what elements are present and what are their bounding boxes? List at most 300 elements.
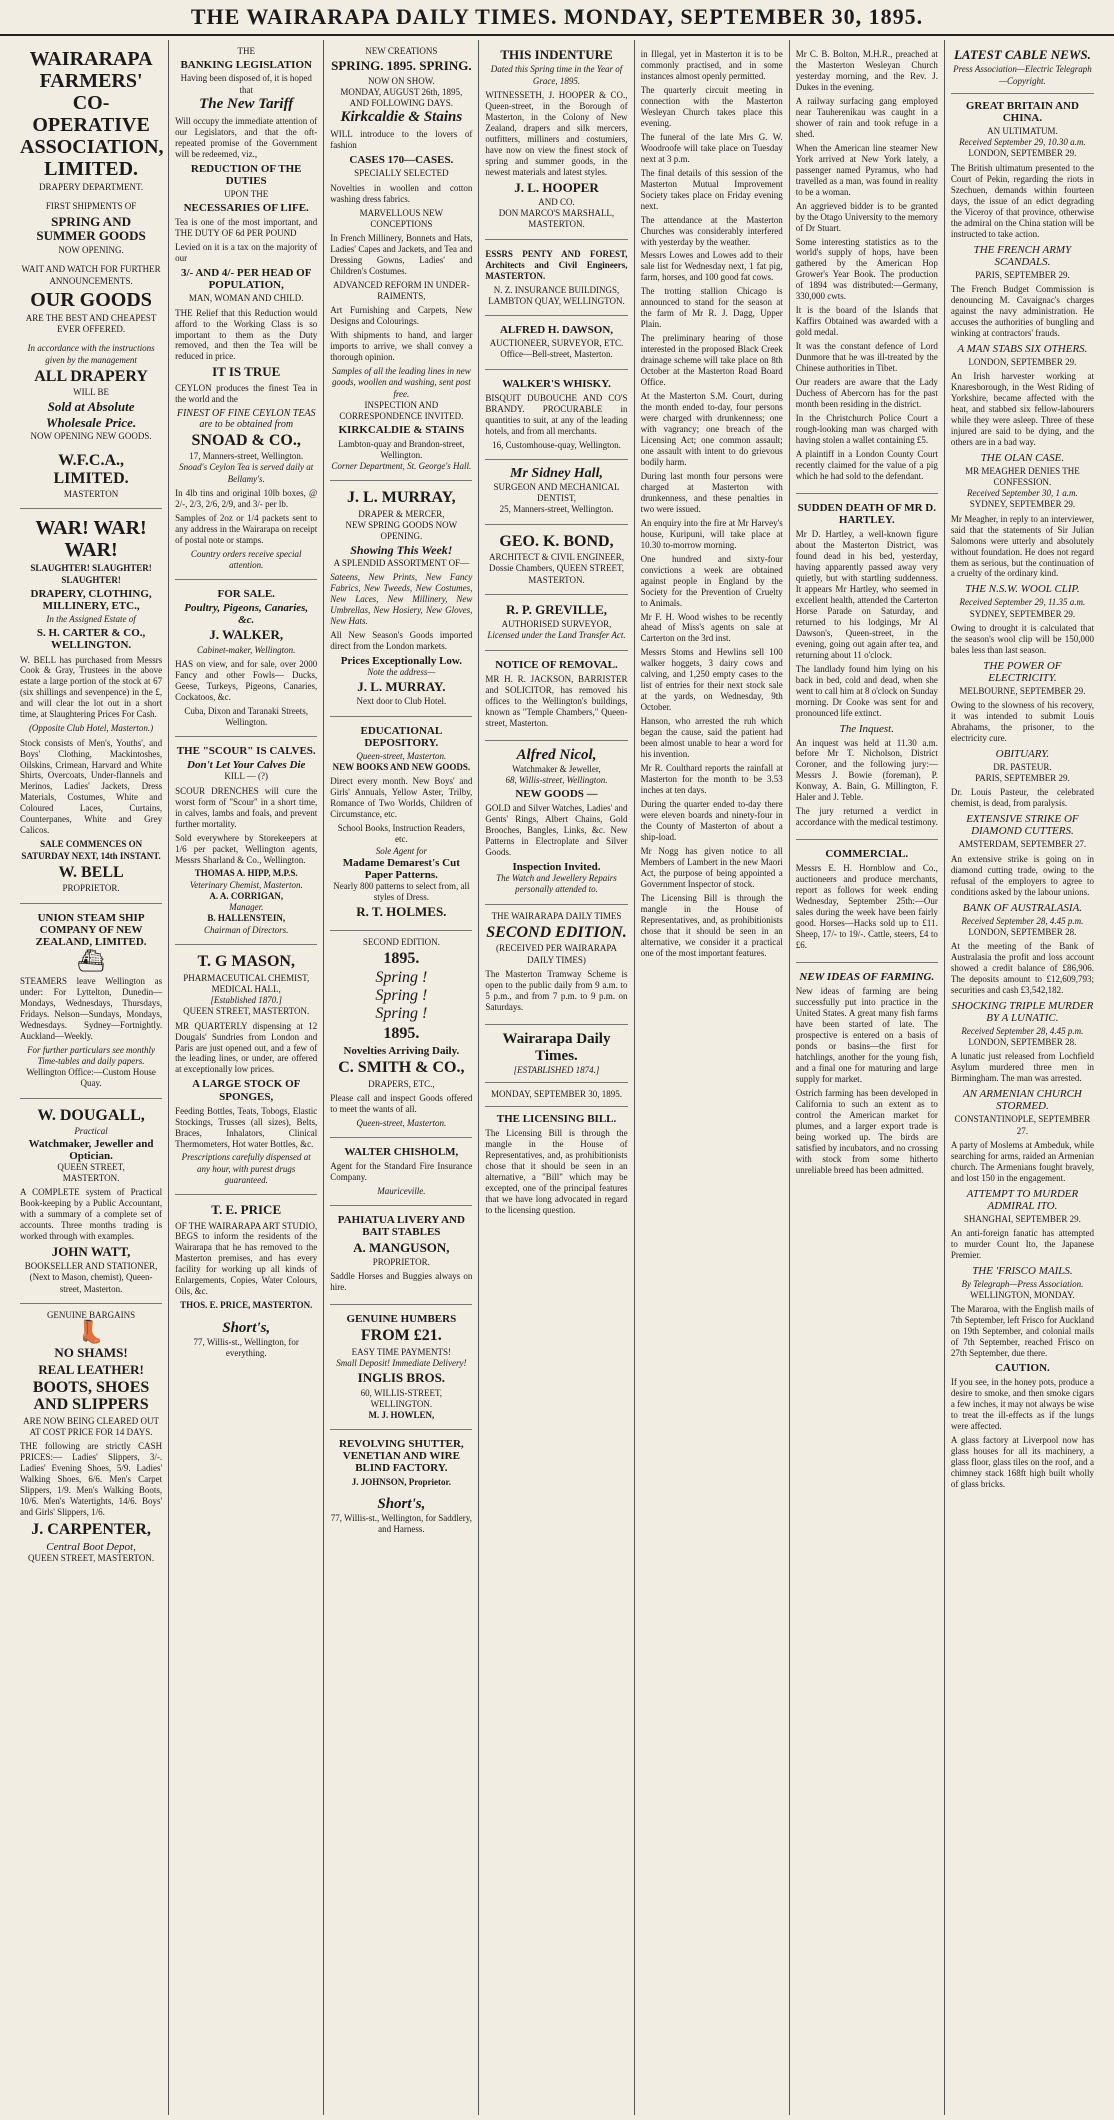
chisholm-advert [330, 1138, 472, 1206]
war-heading: WAR! WAR! WAR! [35, 517, 147, 562]
walker-name: J. WALKER, [209, 627, 284, 643]
mason-advert [175, 945, 317, 1195]
whisky-advert [485, 370, 627, 460]
bond-advert [485, 525, 627, 595]
gb-china: GREAT BRITAIN AND CHINA. [965, 99, 1079, 124]
hotel-line: THE WAIRARAPA DAILY TIMES [491, 910, 622, 921]
glass-text: A glass factory at Liverpool now has glass houses for all its machinery, a glass floor, glass tiles on the roof, and a chimney stack 168ft high built wholly of glass bricks. [950, 1435, 1094, 1489]
maguire: MR MEAGHER DENIES THE CONFESSION. [965, 465, 1080, 487]
stabs-loc: LONDON, SEPTEMBER 29. [968, 356, 1077, 367]
new-creations: NEW CREATIONS [365, 46, 438, 56]
editorial-section [485, 1025, 627, 1227]
death-heading: SUDDEN DEATH OF MR D. HARTLEY. [797, 501, 936, 526]
snoad-note: Snoad's Ceylon Tea is served daily at Bellamy's. [179, 462, 314, 484]
murray-text: Sateens, New Prints, New Fancy Fabrics, New Tweeds, New Costumes, New Laces, New Millinery, New Umbrellas, New Hosiery, New Gloves, New Hats. [330, 571, 473, 626]
sale-commences: SALE COMMENCES ON SATURDAY NEXT, 14th INSTANT. [21, 839, 161, 861]
arm-loc: CONSTANTINOPLE, SEPTEMBER 27. [954, 1114, 1091, 1136]
licensing-body: The Licensing Bill is through the mangle in the House of Representatives, and, as prohibitionists chose that it should be seen in an alternative, we consider it a practical one of the most important features. [640, 892, 783, 958]
usco-text: STEAMERS leave Wellington as under: For Lyttelton, Dunedin—Mondays, Wednesdays, Thursdays, Fridays. Nelson—Sundays, Mondays, Wednesdays. Sydney—Fortnightly. Auckland—Weekly. [20, 975, 163, 1041]
quarterly: The quarterly circuit meeting in connection with the Masterton Wesleyan Church takes place this evening. [640, 84, 783, 128]
strike-loc: AMSTERDAM, SEPTEMBER 27. [958, 839, 1087, 850]
year-1: 1895. [383, 949, 420, 967]
mason-established: [Established 1870.] [210, 995, 282, 1006]
hanson: Hanson, who arrested the ruh which began the cause, said the patient had been almost unable to hear a word for his invention. [640, 716, 783, 760]
best-cheapest: ARE THE BEST AND CHEAPEST EVER OFFERED. [25, 312, 157, 335]
millinery-text: In French Millinery, Bonnets and Hats, Ladies' Capes and Jackets, and Tea and Dressing Gowns, Ladies' and Children's Costumes. [330, 233, 473, 276]
sm-court: At the Masterton S.M. Court, during the month ended to-day, four persons were charged with drunkenness; one with vagrancy; one breach of the Licensing Act; one common assault; one assault with intent to do grievous bodily harm. [640, 391, 783, 467]
carter-text: W. BELL has purchased from Messrs Cook & Gray, Trustees in the above estate a large portion of the stock at 67 (six shillings and sevenpence) in the £, and will clear the lot out in a short time, at Slaughtering Prices For Cash. [20, 654, 163, 720]
commercial-text: Messrs E. H. Hornblow and Co., auctioneers and produce merchants, report as follows for week ending Wednesday, September 25th:—Our sales during the week have been fairly good. Horses—Hacks sold up to £11. Sheep, 17/- to 19/-. Cattle, steers, £4 to £6. [795, 863, 938, 951]
column-1 [20, 40, 169, 2115]
scour: THE "SCOUR" IS CALVES. [176, 745, 316, 758]
during-month: During last month four persons were charged at Masterton with drunkenness, and these penalties in two were issued. [640, 470, 783, 514]
hallenstein-sub: Chairman of Directors. [204, 924, 289, 935]
first-shipments: FIRST SHIPMENTS OF [45, 201, 137, 212]
drapery-line: DRAPERY, CLOTHING, MILLINERY, ETC., [30, 587, 152, 612]
ult-loc: LONDON, SEPTEMBER 29. [968, 148, 1077, 159]
kirkcaldie-name: Kirkcaldie & Stains [340, 109, 463, 126]
spring-1: Spring ! [375, 969, 428, 987]
maguire-loc: SYDNEY, SEPTEMBER 29. [969, 499, 1076, 510]
shorts-name: Short's, [222, 1319, 271, 1336]
following-days: AND FOLLOWING DAYS. [349, 98, 454, 109]
dunmore: It was the constant defence of Lord Dunmore that he was ill-treated by the Chinese authorities in Tibet. [795, 341, 938, 374]
morrison: Messrs Stoms and Hewlins sell 100 walker hoggets, 3 dairy cows and calving, and 1,250 empty cases to the list of entries for their next stock sale at the yards, on Wednesday, 9th October. [640, 647, 783, 713]
walker-addr: Cuba, Dixon and Taranaki Streets, Wellington. [184, 705, 309, 728]
nicol-addr: 68, Willis-street, Wellington. [505, 774, 608, 785]
revolving: REVOLVING SHUTTER, VENETIAN AND WIRE BLIND FACTORY. [339, 1438, 464, 1475]
pig-sale: A plaintiff in a London County Court recently claimed for the value of a pig which he had sold to the defendant. [795, 448, 938, 481]
school-books: School Books, Instruction Readers, etc. [337, 823, 465, 845]
marvellous: MARVELLOUS NEW CONCEPTIONS [359, 207, 444, 229]
our-goods: OUR GOODS [30, 288, 152, 311]
manguson-sub: PROPRIETOR. [372, 1256, 430, 1267]
inquest-text: An inquest was held at 11.30 a.m. before Mr T. Nicholson, District Coroner, and the following jury:— Messrs J. Bowie (foreman), P. Konway, A. Bain, G. Millington, F. Haler and J. Teble. [795, 737, 938, 803]
dentist-advert [485, 460, 627, 525]
pasteur-loc: PARIS, SEPTEMBER 29. [975, 773, 1070, 784]
novelties-arriving: Novelties Arriving Daily. [343, 1045, 460, 1058]
kirkcaldie-advert [330, 40, 472, 481]
frisco-loc: WELLINGTON, MONDAY. [970, 1290, 1075, 1301]
bank-date: Received September 28, 4.45 p.m. [961, 915, 1084, 926]
commercial-heading: COMMERCIAL. [825, 848, 909, 861]
penty-advert [485, 240, 627, 316]
inglis-addr: 60, WILLIS-STREET, WELLINGTON. [360, 1387, 443, 1409]
howlen: M. J. HOWLEN, [368, 1410, 435, 1421]
country-orders: Country orders receive special attention. [190, 548, 302, 571]
samples-note: Samples of all the leading lines in new goods, woollen and washing, sent post free. [331, 366, 471, 399]
wbell-proprietor: PROPRIETOR. [62, 883, 120, 894]
corrigan-sub: Manager. [229, 902, 264, 913]
ult-text: The British ultimatum presented to the Court of Pekin, regarding the riots in Szechuen, demands within fourteen days, the issue of an edict degrading the Viceroy of that province, otherwise the admiral on the China station will be instructed to take action. [950, 162, 1094, 239]
watt-name: JOHN WATT, [51, 1243, 131, 1259]
year-2: 1895. [383, 1025, 420, 1043]
elec-text: Owing to the slowness of his recovery, it was intended to submit Louis Abrahams, the prisoner, to the electricity cure. [950, 700, 1094, 744]
whisky-addr: 16, Customhouse-quay, Wellington. [492, 439, 621, 450]
board: It is the board of the Islands that Kaffirs Obtained was awarded with a gold medal. [795, 305, 938, 338]
kirk-sign: KIRKCALDIE & STAINS [338, 424, 465, 437]
inquest-heading: The Inquest. [839, 722, 894, 735]
holmes-name: R. T. HOLMES. [356, 904, 447, 920]
column-5 [641, 40, 790, 2115]
obituary: OBITUARY. [995, 747, 1050, 760]
carpenter-addr: QUEEN STREET, MASTERTON. [28, 1552, 155, 1563]
pasteur: DR. PASTEUR. [993, 761, 1052, 772]
finest-ceylon: FINEST OF FINE CEYLON TEAS are to be obtained from [176, 407, 316, 430]
wool-text: Owing to drought it is calculated that the season's wool clip will be 150,000 bales less than last season. [950, 622, 1094, 655]
mason-text: MR QUARTERLY dispensing at 12 Dougals' Sundries from London and Paris are just opened out, and a few of the leading lines, or under, are offered at exceptionally low prices. [175, 1020, 318, 1075]
triple: SHOCKING TRIPLE MURDER BY A LUNATIC. [951, 999, 1094, 1024]
price-name: T. E. PRICE [211, 1202, 282, 1218]
removal-advert [485, 651, 627, 741]
hip-name: THOMAS A. HIPP, M.P.S. [194, 868, 298, 879]
watchmaker: Watchmaker, Jeweller and Optician. [28, 1137, 154, 1162]
price-sign: THOS. E. PRICE, MASTERTON. [180, 1300, 313, 1311]
indenture-text: WITNESSETH, J. HOOPER & CO., Queen-street, in the Borough of Masterton, in the Colony of New Zealand, drapers and silk mercers, outfitters, milliners and costumiers, have now on view the finest stock of spring and summer goods, in the newest materials and latest styles. [485, 89, 628, 177]
dawson-advert [485, 316, 627, 370]
nicol-sub: Watchmaker & Jeweller, [512, 763, 601, 774]
greville-sub: AUTHORISED SURVEYOR, [501, 619, 612, 630]
art-text: Art Furnishing and Carpets, New Designs and Colourings. [330, 305, 473, 327]
masterton-label: MASTERTON [63, 489, 119, 500]
poultry: Poultry, Pigeons, Canaries, &c. [184, 602, 309, 627]
snoad-addr: 17, Manners-street, Wellington. [189, 451, 304, 462]
bond-addr: Dossie Chambers, QUEEN STREET, MASTERTON. [488, 563, 625, 585]
steamship-icon: ⛴ [77, 947, 106, 973]
usco-advert [20, 904, 162, 1099]
frisco-text: The Mararoa, with the English mails of 7th September, left Frisco for Auckland on 19th September, and colonial mails of 7th September, reached Frisco on 27th September, due there. [950, 1304, 1094, 1359]
hallenstein: B. HALLENSTEIN, [207, 913, 286, 924]
farming-text: New ideas of farming are being successfully put into practice in the United States. A great many fish farms have been started of late. The prospective is entered on a basis of ponds or basins—the first for hatchlings, another for the young fish, and a final one for maturing and large supply for market. [795, 986, 938, 1084]
tea-text: Levied on it is a tax on the majority of our [175, 242, 318, 264]
railway-gang: A railway surfacing gang employed near Tauherenikau was caught in a shower of rain and took refuge in a shed. [795, 95, 938, 139]
wait-watch: WAIT AND WATCH FOR FURTHER ANNOUNCEMENTS. [21, 264, 161, 286]
shorts-addr: 77, Willis-st., Wellington, for everything. [193, 1336, 299, 1358]
assigned-estate: In the Assigned Estate of [46, 614, 136, 625]
greville-advert [485, 595, 627, 651]
pasteur-text: Dr. Louis Pasteur, the celebrated chemist, is dead, from paralysis. [950, 787, 1094, 809]
sponges: A LARGE STOCK OF SPONGES, [192, 1078, 301, 1103]
murray-addr: Next door to Club Hotel. [356, 696, 447, 707]
pahiatua-advert [330, 1206, 472, 1305]
column-7 [951, 40, 1100, 2115]
removal-text: MR H. R. JACKSON, BARRISTER and SOLICITOR, has removed his offices to the Wellington's buildings, known as "Temple Chambers," Queen-street, Masterton. [485, 673, 628, 728]
masterton-2: MASTERTON. [62, 1172, 120, 1183]
genuine-bargains: GENUINE BARGAINS [46, 1309, 136, 1320]
holmes-advert [330, 717, 472, 931]
death-article [796, 494, 938, 840]
price-advert [175, 1195, 317, 1367]
tariff-having: Having been disposed of, it is hoped that [180, 73, 312, 95]
olan-case: THE OLAN CASE. [980, 451, 1065, 464]
second-edition-heading: SECOND EDITION. [486, 923, 627, 941]
adm-loc: SHANGHAI, SEPTEMBER 29. [963, 1213, 1081, 1224]
admiral: ATTEMPT TO MURDER ADMIRAL ITO. [966, 1187, 1079, 1212]
advanced: ADVANCED REFORM IN UNDER-RAIMENTS, [333, 279, 470, 302]
sura-text: THE Relief that this Reduction would afford to the Working Class is so important to them as the Duty removed, and then the Tea will be reduced in price. [175, 307, 318, 362]
edu-depot: EDUCATIONAL DEPOSITORY. [360, 724, 443, 749]
hops: Some interesting statistics as to the world's supply of hops, have been gathered by the American Hop Grower's Year Book. The production of 1894 was distributed:—Germany, 330,000 cwts. [795, 236, 938, 302]
hooper-addr: DON MARCO'S MARSHALL, MASTERTON. [498, 208, 615, 230]
hooper-name: J. L. HOOPER [514, 179, 599, 195]
chisholm-addr: Mauriceville. [377, 1186, 426, 1197]
spring-summer: SPRING AND SUMMER GOODS [36, 213, 146, 243]
factory-advert [330, 1430, 472, 1543]
electricity: THE POWER OF ELECTRICITY. [983, 659, 1062, 684]
enquiry: An enquiry into the fire at Mr Harvey's house, Kuripuni, will take place at 10.30 to-morrow morning. [640, 517, 783, 550]
policy: In accordance with the instructions given by the management [27, 343, 155, 365]
kirk-sub: Corner Department, St. George's Hall. [331, 461, 472, 472]
monday-date: MONDAY, AUGUST 26th, 1895, [340, 86, 463, 97]
greville-addr: Licensed under the Land Transfer Act. [487, 630, 626, 641]
csmith-sub: DRAPERS, ETC., [368, 1078, 435, 1089]
wbell-name: W. BELL [58, 863, 124, 881]
upon-the: UPON THE [224, 188, 269, 199]
pharma: PHARMACEUTICAL CHEMIST, [183, 972, 310, 983]
triple-text: A lunatic just released from Lochfield Asylum murdered three men in Birmingham. The man was arrested. [950, 1051, 1094, 1084]
usco-further: For further particulars see monthly Time-tables and daily papers. [27, 1044, 156, 1066]
opposite: (Opposite Club Hotel, Masterton.) [28, 723, 154, 734]
dougall-name: W. DOUGALL, [37, 1106, 145, 1124]
paris-1: PARIS, SEPTEMBER 29. [975, 269, 1070, 280]
penty: ESSRS PENTY AND FOREST, Architects and Civil Engineers, MASTERTON. [485, 248, 628, 281]
snoad-name: SNOAD & CO., [191, 431, 301, 449]
cable-news [951, 40, 1094, 1501]
price-text: OF THE WAIRARAPA ART STUDIO, BEGS to inform the residents of the Wairarapa that he has removed to the Masterton premises, and has every facility for working up all kinds of Enlargements, Copies, Water Colours, Oils, &c. [175, 1220, 318, 1297]
cabinet: Cabinet-maker, Wellington. [197, 644, 296, 655]
from-21: FROM £21. [360, 1327, 442, 1345]
sponges-text: Feeding Bottles, Teats, Tobogs, Elastic Stockings, Trusses (all sizes), Belts, Braces, Inhalators, Clinical Thermometers, Hot water Bottles, &c. [175, 1105, 318, 1149]
killi: KILL — (?) [224, 771, 269, 782]
farming-heading: NEW IDEAS OF FARMING. [799, 971, 935, 984]
dawson-addr: Office—Bell-street, Masterton. [500, 349, 613, 360]
indenture-heading: THIS INDENTURE [500, 47, 613, 62]
stock-text: Stock consists of Men's, Youths', and Boys' Clothing, Mackintoshes, Oilskins, Crimean, Harvard and White Shirts, Overcoats, Under-flannels and Merinos, Ladies' Jackets, Dress Materials, Costumes, White and Coloured Laces, Curtains, Counterpanes, White and Grey Calicos. [20, 737, 163, 836]
caution-text: If you see, in the honey pots, produce a desire to smoke, and then smoke cigars a few inches, it may not always be wise to treat the ill-effects as if the lungs were affected. [950, 1377, 1094, 1432]
showing: Showing This Week! [350, 542, 453, 557]
bond-sub: ARCHITECT & CIVIL ENGINEER, [488, 552, 624, 563]
ceylon-text: CEYLON produces the finest Tea in the world and the [175, 382, 318, 404]
new-goods-text: GOLD and Silver Watches, Ladies' and Gents' Rings, Albert Chains, Gold Brooches, Bangles, Links, &c. New Patterns in Electroplate and Silver Goods. [485, 803, 628, 858]
spring-3: Spring ! [375, 1005, 428, 1023]
frisco: THE 'FRISCO MAILS. [972, 1264, 1073, 1277]
cable-sub: Press Association—Electric Telegraph—Copyright. [953, 64, 1092, 86]
triple-date: Received September 28, 4.45 p.m. [961, 1025, 1084, 1036]
murray-name-2: J. L. MURRAY. [357, 678, 446, 694]
local-news-2 [796, 40, 938, 494]
papers-text: The Masterton Tramway Scheme is open to the public daily from 9 a.m. to 5 p.m., and from 7 p.m. to 9 p.m. on Saturdays. [485, 968, 628, 1012]
column-6 [796, 40, 945, 2115]
tins: In 4lb tins and original 10lb boxes, @ 2/-, 2/3, 2/6, 2/9, and 3/- per lb. [175, 487, 318, 509]
paris-text: The French Budget Commission is denouncing M. Cavaignac's charges against the navy administration. He accuses the authorities of bungling and winking at contractors' frauds. [950, 283, 1094, 338]
bond-name: GEO. K. BOND, [499, 532, 614, 550]
kirk-addr: Lambton-quay and Brandon-street, Wellington. [338, 438, 465, 460]
strike: EXTENSIVE STRIKE OF DIAMOND CUTTERS. [966, 813, 1079, 838]
hip-text: Sold everywhere by Storekeepers at 1/6 per packet, Wellington agents, Messrs Sharland & Co., Wellington. [175, 832, 318, 865]
chisholm-text: Agent for the Standard Fire Insurance Company. [330, 1161, 473, 1183]
bank-loc: LONDON, SEPTEMBER 28. [968, 926, 1077, 937]
mutual-improvement: The final details of this session of the Masterton Mutual Improvement Society takes place on Friday evening next. [640, 167, 783, 211]
greville-name: R. P. GREVILLE, [505, 601, 607, 617]
indenture-advert [485, 40, 627, 240]
farming-text-2: Ostrich farming has been developed in California to such an extent as to control the American market for plumes, and a larger export trade is being worked up. The birds are satisfied by incubators, and no crossing with stock from some hitherto unreliable breed has been admitted. [795, 1087, 938, 1175]
saddle: Saddle Horses and Buggies always on hire. [330, 1271, 473, 1293]
dentist-sub: SURGEON AND MECHANICAL DENTIST, [493, 481, 620, 504]
all-drapery: ALL DRAPERY [34, 367, 148, 385]
nicol-advert [485, 741, 627, 905]
arm-text: A party of Moslems at Ambeduk, while searching for arms, raided an Armenian church. The Armenians fought bravely, and lost 150 in the engagement. [950, 1139, 1094, 1183]
verdict: The jury returned a verdict in accordance with the medical testimony. [795, 806, 938, 828]
usco-heading: UNION STEAM SHIP COMPANY OF NEW ZEALAND, LIMITED. [35, 911, 147, 948]
strike-text: An extensive strike is going on in diamond cutting trade, owing to the refusal of the employers to agree to conditions asked by the labour unions. [950, 853, 1094, 897]
christchurch: In the Christchurch Police Court a rough-looking man was charged with having stolen a wallet containing £5. [795, 413, 938, 445]
ladies: Our readers are aware that the Lady Duchess of Abercorn has for the past month been residing in the district. [795, 377, 938, 410]
licensing-heading: THE LICENSING BILL. [496, 1113, 617, 1126]
cable-heading: LATEST CABLE NEWS. [953, 47, 1091, 62]
dougall-text: A COMPLETE system of Practical Book-keeping by a Public Accountant, with a summary of a complete set of accounts. Three months trading is worked through with examples. [20, 1187, 163, 1241]
walker-text: HAS on view, and for sale, over 2000 Fancy and other Fowls— Ducks, Geese, Turkeys, Pigeons, Canaries, Cockatoos, &c. [175, 658, 318, 702]
tariff-new: The New Tariff [199, 95, 294, 112]
nogg: Mr Nogg has given notice to all Members of Lambert in the new Maori Act, the purpose of being appointed a Government Inspector of stock. [640, 845, 783, 889]
local-news [641, 40, 783, 970]
central-boot: Central Boot Depot, [46, 1540, 136, 1553]
watch-note: The Watch and Jewellery Repairs personally attended to. [496, 873, 617, 895]
dougall-advert [20, 1099, 162, 1304]
inglis-name: INGLIS BROS. [357, 1370, 446, 1386]
preliminary: The preliminary hearing of those interested in the proposed Black Creek drainage scheme will take place on 8th October at the Masterton Road Board Office. [640, 333, 783, 388]
tea-samples: Samples of 2oz or 1/4 packets sent to any address in the Wairarapa on receipt of postal note or stamps. [175, 512, 318, 545]
mason-addr: QUEEN STREET, MASTERTON. [183, 1006, 310, 1017]
commercial-article [796, 840, 938, 963]
maguire-text: Mr Meagher, in reply to an interviewer, said that the statements of Sir Julian Salomons were utterly and absolutely without foundation. He does not regard them as serious, but the continuation of a cruelty of the ordinary kind. [950, 513, 1094, 579]
novelties: Novelties in woollen and cotton washing dress fabrics. [330, 182, 473, 204]
johnson: J. JOHNSON, Proprietor. [351, 1476, 451, 1487]
now-opening-new: NOW OPENING NEW GOODS. [30, 430, 152, 441]
poultry-advert [175, 580, 317, 737]
shipment-text: With shipments to hand, and larger imports to arrive, we shall convey a thorough opinion. [330, 330, 473, 363]
assortment: A SPLENDID ASSORTMENT OF— [333, 557, 470, 568]
triple-loc: LONDON, SEPTEMBER 28. [968, 1037, 1077, 1048]
funeral: The funeral of the late Mrs G. W. Woodroofe will take place on Tuesday next at 3 p.m. [640, 131, 783, 164]
nicol-inspection: Inspection Invited. [512, 861, 601, 874]
spring-head: SPRING. 1895. SPRING. [331, 58, 472, 74]
dawson-sub: AUCTIONEER, SURVEYOR, ETC. [489, 338, 624, 349]
prescriptions: Prescriptions carefully dispensed at any hour, with purest drugs guaranteed. [181, 1152, 311, 1185]
no-shams: NO SHAMS! [54, 1345, 128, 1361]
csmith-name: C. SMITH & CO., [338, 1059, 465, 1077]
whisky-text: BISQUIT DUBOUCHE AND CO'S BRANDY. PROCURABLE in quantities to suit, at any of the leading hotels, and from all merchants. [485, 392, 628, 436]
tariff-advert [175, 40, 317, 580]
murray-name: J. L. MURRAY, [347, 489, 456, 507]
wfca-ltd: W.F.C.A., LIMITED. [53, 451, 129, 487]
drapery-dept: DRAPERY DEPARTMENT. [38, 182, 144, 192]
small-deposit: Small Deposit! Immediate Delivery! [336, 1357, 467, 1368]
boot-icon: 👢 [77, 1319, 105, 1345]
daily-times-title: Wairarapa Daily Times. [502, 1030, 611, 1064]
kirk-text: WILL introduce to the lovers of fashion [330, 129, 473, 151]
csmith-addr: Queen-street, Masterton. [356, 1117, 447, 1128]
carter-name: S. H. CARTER & CO., WELLINGTON. [36, 627, 146, 652]
bolton-head: Mr C. B. Bolton, M.H.R., preached at the Masterton Wesleyan Church yesterday morning, and the Rev. J. Dukes in the evening. [795, 49, 938, 92]
beams: During the quarter ended to-day there were eleven boards and ninety-four in the County of Masterton of about a ship-load. [640, 799, 783, 842]
for-sale: FOR SALE. [217, 588, 275, 601]
walker-whisky: WALKER'S WHISKY. [502, 377, 611, 390]
attendance: The attendance at the Masterton Churches was considerably interfered with yesterday by the weather. [640, 214, 783, 247]
second-ed-label: SECOND EDITION. [362, 936, 440, 947]
ult-date: Received September 29, 10.30 a.m. [959, 137, 1086, 148]
wfca-heading: WAIRARAPA FARMERS' CO-OPERATIVE ASSOCIATION, LIMITED. [20, 48, 164, 180]
licensing-text: The Licensing Bill is through the mangle in the House of Representatives, and, as prohibitionists chose that it should be seen in an alternative, a "Bill" which may be excepted, one of the principal features that we have long advocated in regard to the licensing question. [485, 1128, 628, 1216]
boots-advert [20, 1304, 162, 1572]
manguson-name: A. MANGUSON, [353, 1239, 450, 1255]
cases: CASES 170—CASES. [349, 154, 454, 167]
lowes-sale: Messrs Lowes and Lowes add to their sale list for Wednesday next, 1 fat pig, farm, horses, and 100 good fat cows. [640, 250, 783, 283]
necessaries: NECESSARIES OF LIFE. [183, 202, 309, 215]
will-be: WILL BE [73, 387, 110, 398]
editorial-date: MONDAY, SEPTEMBER 30, 1895. [490, 1089, 622, 1100]
demarest: Madame Demarest's Cut Paper Patterns. [342, 856, 460, 881]
corrigan: A. A. CORRIGAN, [209, 890, 284, 901]
ultimatum: AN ULTIMATUM. [987, 125, 1058, 136]
elec-loc: MELBOURNE, SEPTEMBER 29. [959, 685, 1086, 696]
carpenter-name: J. CARPENTER, [31, 1521, 151, 1539]
reduction: REDUCTION OF THE DUTIES [190, 162, 302, 187]
shorts-name-2: Short's, [377, 1495, 426, 1512]
rainfall: Mr R. Coulthard reports the rainfall at Masterton for the month to be 3.53 inches at ten days. [640, 763, 783, 796]
new-season: All New Season's Goods imported direct from the London markets. [330, 629, 473, 651]
caution: CAUTION. [995, 1362, 1050, 1375]
prices-low: Prices Exceptionally Low. [340, 654, 462, 667]
armenian: AN ARMENIAN CHURCH STORMED. [962, 1088, 1082, 1113]
established: [ESTABLISHED 1874.] [513, 1064, 600, 1075]
sole-agent: Sole Agent for [375, 845, 428, 856]
new-spring: NEW SPRING GOODS NOW OPENING. [345, 520, 458, 542]
scour-advert [175, 737, 317, 945]
adm-text: An anti-foreign fanatic has attempted to murder Count Ito, the Japanese Premier. [950, 1227, 1094, 1260]
war-advert [20, 509, 162, 903]
mason-name: T. G MASON, [197, 952, 295, 970]
edu-sub: Queen-street, Masterton. [356, 750, 447, 761]
boots-shoes: BOOTS, SHOES AND SLIPPERS [32, 1378, 150, 1414]
scour-text: SCOUR DRENCHES will cure the worst form of "Scour" in a short time, in calves, lambs and foals, and prevent further mortality. [175, 785, 318, 829]
removal-heading: NOTICE OF REMOVAL. [495, 658, 618, 671]
columns-grid [20, 40, 1100, 2115]
humbers-advert [330, 1305, 472, 1430]
death-text: Mr D. Hartley, a well-known figure about the Masterton District, was found dead in his bed, yesterday, having apparently passed away very quietly, but with startling suddenness. It appears Mr Hartley, who seemed in excellent health, attended the Carterton Horse Parade on Saturday, and returned to his lodgings, Mr Al Dawson's, Queen-street, in the evening, going out again after tea, and returning about 11 o'clock. [795, 529, 938, 660]
tariff-text: Will occupy the immediate attention of our Legislators, and that the oft-repeated promise of the Government will be redeemed, viz., [175, 115, 318, 159]
real-leather: REAL LEATHER! [38, 1361, 144, 1377]
new-books: NEW BOOKS AND NEW GOODS. [332, 761, 471, 772]
watt-sub: BOOKSELLER AND STATIONER, (Next to Mason, chemist), Queen-street, Masterton. [24, 1261, 158, 1294]
nicol-name: Alfred Nicol, [516, 746, 597, 763]
dont-let: Don't Let Your Calves Die [187, 759, 306, 772]
now-opening: NOW OPENING. [58, 245, 124, 256]
tea-duty: Tea is one of the most important, and THE DUTY OF 6d PER POUND [175, 217, 318, 239]
cost-price: ARE NOW BEING CLEARED OUT AT COST PRICE FOR 14 DAYS. [23, 1415, 159, 1438]
french-army: THE FRENCH ARMY SCANDALS. [973, 243, 1072, 268]
draper: DRAPER & MERCER, [358, 508, 445, 519]
woods: Mr F. H. Wood wishes to be recently ahead of Miss's agents on sale at Carterton on the 3rd inst. [640, 611, 783, 644]
bolton-text: in Illegal, yet in Masterton it is to be commonly practised, and in some instances almost openly permitted. [640, 49, 783, 81]
ticket: An aggrieved bidder is to be granted by the Otago University to the memory of Dr Stuart. [795, 200, 938, 233]
dawson-name: ALFRED H. DAWSON, [499, 324, 614, 336]
papers-head: (RECEIVED PER WAIRARAPA DAILY TIMES) [495, 943, 617, 965]
queen-street: QUEEN STREET, [57, 1161, 125, 1172]
pahiatua: PAHIATUA LIVERY AND BAIT STABLES [337, 1214, 465, 1239]
wool-clip: THE N.S.W. WOOL CLIP. [965, 583, 1080, 596]
man-stabs: A MAN STABS SIX OTHERS. [957, 342, 1088, 355]
column-4 [485, 40, 634, 2115]
